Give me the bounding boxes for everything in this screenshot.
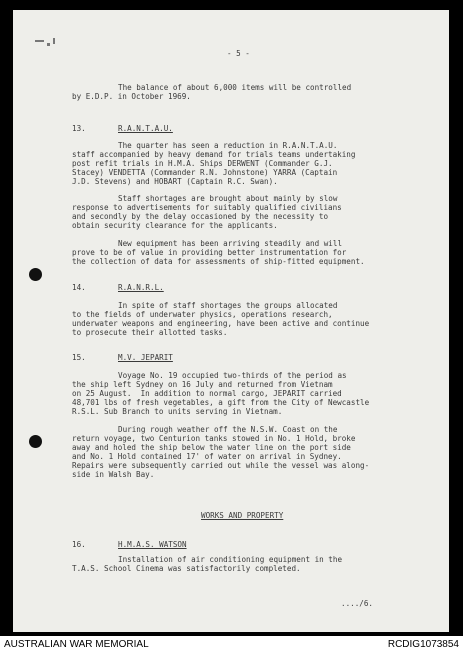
paragraph-line: Voyage No. 19 occupied two-thirds of the period as <box>118 371 347 380</box>
paragraph-line: side in Walsh Bay. <box>72 470 155 479</box>
intro-line: The balance of about 6,000 items will be controlled <box>118 83 352 92</box>
paragraph-line: return voyage, two Centurion tanks stowed in No. 1 Hold, broke <box>72 434 356 443</box>
page-number: - 5 - <box>227 49 250 58</box>
section-number: 16. <box>72 540 86 549</box>
paragraph-line: 48,701 lbs of fresh vegetables, a gift from the City of Newcastle <box>72 398 370 407</box>
section-heading: R.A.N.T.A.U. <box>118 124 173 133</box>
paragraph-line: staff accompanied by heavy demand for trials teams undertaking <box>72 150 356 159</box>
paragraph-line: the ship left Sydney on 16 July and returned from Vietnam <box>72 380 333 389</box>
continuation-marker: ..../6. <box>341 599 374 608</box>
works-heading: WORKS AND PROPERTY <box>201 511 284 520</box>
paragraph-line: underwater weapons and engineering, have been active and continue <box>72 319 370 328</box>
paragraph-line: response to advertisements for suitably qualified civilians <box>72 203 342 212</box>
paragraph-line: and secondly by the delay occasioned by the necessity to <box>72 212 329 221</box>
document-page <box>13 10 449 632</box>
paragraph-line: on 25 August. In addition to normal cargo, JEPARIT carried <box>72 389 342 398</box>
paragraph-line: R.S.L. Sub Branch to units serving in Vietnam. <box>72 407 283 416</box>
section-number: 14. <box>72 283 86 292</box>
paragraph-line: to the fields of underwater physics, operations research, <box>72 310 333 319</box>
footer-institution: AUSTRALIAN WAR MEMORIAL <box>4 639 149 650</box>
paragraph-line: away and holed the ship below the water line on the port side <box>72 443 351 452</box>
paragraph-line: obtain security clearance for the applicants. <box>72 221 278 230</box>
paper-speck <box>35 40 44 42</box>
section-number: 15. <box>72 353 86 362</box>
paragraph-line: During rough weather off the N.S.W. Coast on the <box>118 425 338 434</box>
paper-speck <box>47 43 50 46</box>
intro-line: by E.D.P. in October 1969. <box>72 92 191 101</box>
section-heading: H.M.A.S. WATSON <box>118 540 187 549</box>
paragraph-line: In spite of staff shortages the groups allocated <box>118 301 338 310</box>
paragraph-line: T.A.S. School Cinema was satisfactorily completed. <box>72 564 301 573</box>
section-heading: R.A.N.R.L. <box>118 283 164 292</box>
paragraph-line: Installation of air conditioning equipment in the <box>118 555 343 564</box>
footer-record-id: RCDIG1073854 <box>387 639 459 650</box>
section-number: 13. <box>72 124 86 133</box>
paragraph-line: The quarter has seen a reduction in R.A.N.T.A.U. <box>118 141 338 150</box>
paragraph-line: New equipment has been arriving steadily and will <box>118 239 343 248</box>
paragraph-line: Staff shortages are brought about mainly by slow <box>118 194 338 203</box>
section-heading: M.V. JEPARIT <box>118 353 173 362</box>
paragraph-line: to prosecute their allotted tasks. <box>72 328 228 337</box>
punch-hole <box>29 268 42 281</box>
paragraph-line: and No. 1 Hold contained 17' of water on arrival in Sydney. <box>72 452 342 461</box>
paper-speck <box>53 38 55 44</box>
archive-footer <box>0 636 463 653</box>
paragraph-line: J.D. Stevens) and HOBART (Captain R.C. Swan). <box>72 177 278 186</box>
paragraph-line: Stacey) VENDETTA (Commander R.N. Johnstone) YARRA (Captain <box>72 168 338 177</box>
paragraph-line: the collection of data for assessments of ship-fitted equipment. <box>72 257 365 266</box>
punch-hole <box>29 435 42 448</box>
paragraph-line: post refit trials in H.M.A. Ships DERWENT (Commander G.J. <box>72 159 333 168</box>
paragraph-line: prove to be of value in providing better instrumentation for <box>72 248 347 257</box>
paragraph-line: Repairs were subsequently carried out while the vessel was along- <box>72 461 370 470</box>
